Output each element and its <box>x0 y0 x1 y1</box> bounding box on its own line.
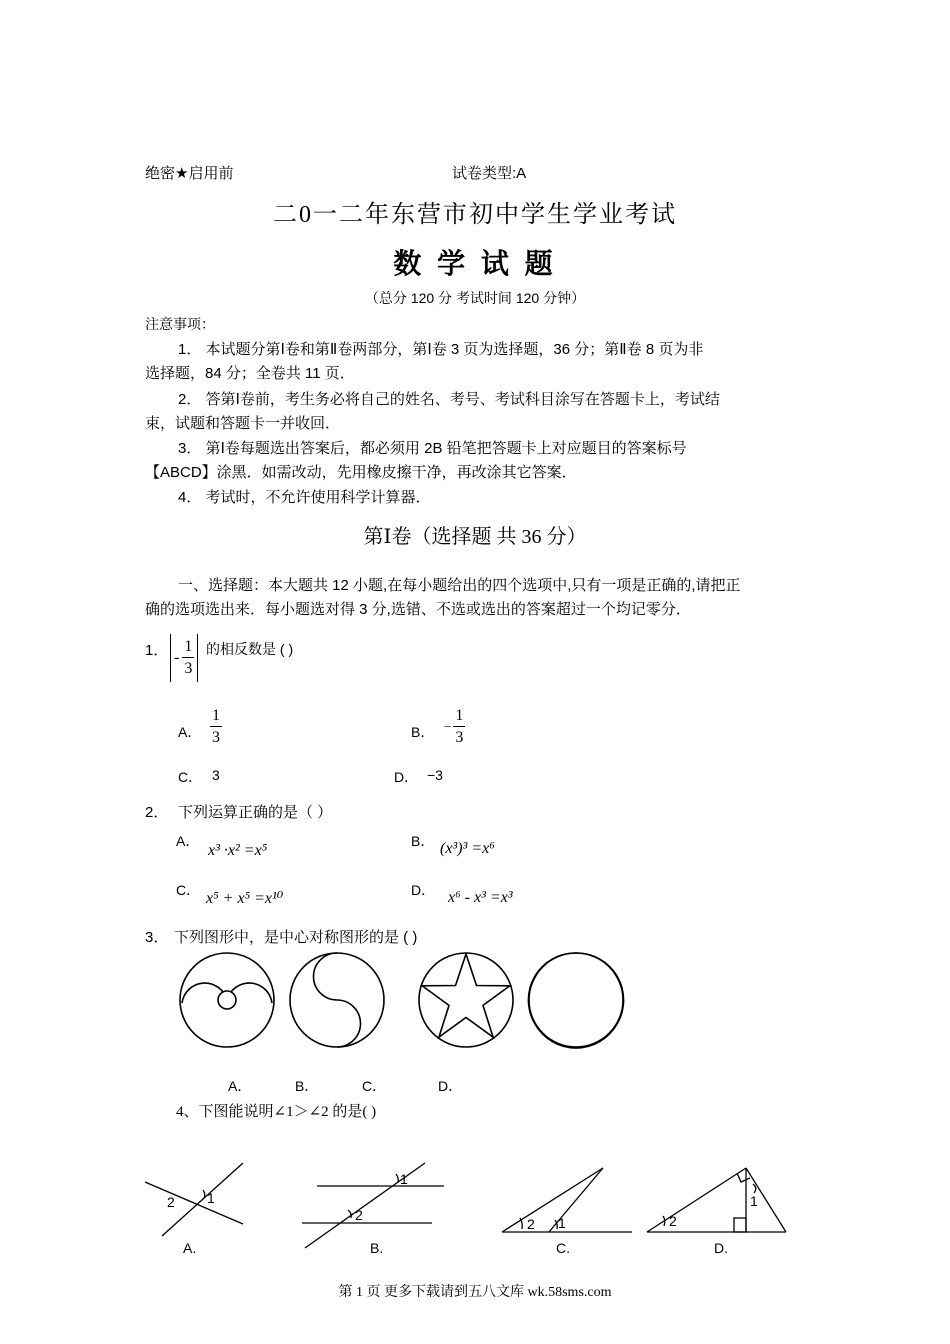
q2-optA-label: A． <box>176 833 200 849</box>
q4-c-angle2: 2 <box>527 1216 535 1232</box>
q3-label-a: A． <box>228 1078 252 1094</box>
q2-optC-expr: x⁵ + x⁵ =x¹⁰ <box>206 890 284 907</box>
q4-label-b: B. <box>370 1240 384 1256</box>
q1-stem: 的相反数是 ( ) <box>206 641 294 657</box>
q2-optB-expr: (x³)³ =x⁶ <box>440 840 495 857</box>
q1-number: 1． <box>145 642 169 659</box>
q4-figure-a <box>145 1163 243 1236</box>
q4-figure-b <box>302 1163 444 1248</box>
q1-optD-label: D． <box>394 769 419 785</box>
notes-heading: 注意事项： <box>145 316 215 332</box>
q3-label-d: D． <box>438 1078 463 1094</box>
exam-info: （总分 120 分 考试时间 120 分钟） <box>364 290 586 306</box>
q3-figure-d <box>528 953 623 1048</box>
q3-figure-b <box>290 953 384 1047</box>
section-title: 第Ⅰ卷（选择题 共 36 分） <box>363 526 587 548</box>
q1-minus: - <box>174 649 180 666</box>
note-1a: 1． 本试题分第Ⅰ卷和第Ⅱ卷两部分，第Ⅰ卷 3 页为选择题，36 分；第Ⅱ卷 8 页为非 <box>178 341 704 358</box>
q1-optC-label: C． <box>178 769 203 785</box>
paper-type: 试卷类型:A <box>452 165 527 182</box>
q1-optA-num: 1 <box>210 708 222 727</box>
q4-figures <box>140 1160 800 1260</box>
q1-optA-label: A． <box>178 724 202 740</box>
section-intro-b: 确的选项选出来．每小题选对得 3 分,选错、不选或选出的答案超过一个均记零分． <box>145 601 691 618</box>
q1-optC-value: 3 <box>212 767 220 783</box>
exam-title: 二0一二年东营市初中学生学业考试 <box>273 202 677 228</box>
q4-d-angle1: 1 <box>750 1193 758 1209</box>
q4-label-d: D. <box>714 1240 728 1256</box>
q4-figure-d <box>647 1168 786 1232</box>
note-2b: 束，试题和答题卡一并收回． <box>145 415 341 432</box>
section-intro-a: 一、选择题：本大题共 12 小题,在每小题给出的四个选项中,只有一项是正确的,请把正 <box>178 577 741 594</box>
q1-optB <box>444 708 465 746</box>
q4-label-a: A. <box>183 1240 197 1256</box>
q4-a-angle2: 2 <box>167 1194 175 1210</box>
q3-figure-c <box>419 953 513 1047</box>
note-1b: 选择题，84 分；全卷共 11 页． <box>145 365 355 382</box>
page-footer: 第 1 页 更多下载请到五八文库 wk.58sms.com <box>338 1285 612 1300</box>
q1-frac-den: 3 <box>184 660 193 677</box>
q2-optC-label: C． <box>176 882 201 898</box>
q1-optB-num: 1 <box>453 708 465 727</box>
note-2a: 2． 答第Ⅰ卷前，考生务必将自己的姓名、考号、考试科目涂写在答题卡上，考试结 <box>178 391 720 408</box>
q2-optA-expr: x³ ·x² =x⁵ <box>208 842 268 859</box>
q3-figures <box>170 945 640 1055</box>
note-3b: 【ABCD】涂黑．如需改动，先用橡皮擦干净，再改涂其它答案． <box>145 464 577 481</box>
q2-optD-expr: x⁶ - x³ =x³ <box>448 889 513 906</box>
q1-frac-num: 1 <box>182 639 194 658</box>
q4-figure-c <box>502 1168 632 1232</box>
q1-optA-den: 3 <box>212 729 220 746</box>
q1-abs-expr <box>170 634 198 682</box>
subject-title: 数 学 试 题 <box>393 248 557 279</box>
note-3a: 3． 第Ⅰ卷每题选出答案后，都必须用 2B 铅笔把答题卡上对应题目的答案标号 <box>178 440 687 457</box>
q4-b-angle1: 1 <box>400 1171 408 1187</box>
q4-b-angle2: 2 <box>355 1207 363 1223</box>
q2-optD-label: D． <box>411 882 436 898</box>
q4-a-angle1: 1 <box>207 1190 215 1206</box>
q1-optB-label: B． <box>411 724 435 740</box>
note-4: 4． 考试时，不允许使用科学计算器． <box>178 489 431 506</box>
q1-optB-sign: − <box>444 719 452 734</box>
q4-stem: 4、下图能说明∠1＞∠2 的是( ) <box>176 1104 377 1120</box>
q3-label-c: C． <box>362 1078 387 1094</box>
q3-figure-a <box>180 953 274 1047</box>
q4-d-angle2: 2 <box>669 1213 677 1229</box>
q2-number: 2． <box>145 804 169 821</box>
secret-label: 绝密★启用前 <box>145 165 234 182</box>
q1-fraction <box>182 639 194 677</box>
q4-c-angle1: 1 <box>558 1215 566 1231</box>
q3-label-b: B． <box>295 1078 319 1094</box>
q2-optB-label: B． <box>411 833 435 849</box>
q3-stem: 下列图形中，是中心对称图形的是 ( ) <box>174 929 418 946</box>
q1-optB-den: 3 <box>455 729 464 746</box>
q1-optD-value: −3 <box>427 767 443 783</box>
q3-number: 3． <box>145 929 169 946</box>
q1-optA <box>210 708 222 746</box>
q2-stem: 下列运算正确的是（ ） <box>178 804 333 821</box>
q4-label-c: C. <box>556 1240 570 1256</box>
